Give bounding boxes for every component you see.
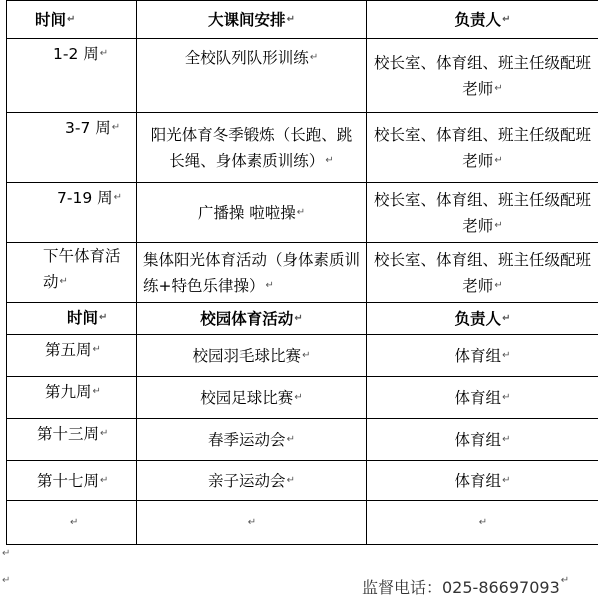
cell-owner: 校长室、体育组、班主任级配班老师↵: [367, 39, 598, 113]
cell-activity: 广播操 啦啦操↵: [137, 183, 367, 243]
cell-time: 下午体育活动↵: [7, 243, 137, 303]
table-row: [7, 183, 598, 243]
cell-time: 7-19 周↵: [7, 183, 137, 243]
header-time: 时间↵: [7, 303, 137, 335]
cell-owner: 体育组↵: [367, 377, 598, 419]
cell-empty: ↵: [367, 501, 598, 545]
table-header-row: [7, 303, 598, 335]
cell-activity: 校园羽毛球比赛↵: [137, 335, 367, 377]
cell-activity: 阳光体育冬季锻炼（长跑、跳长绳、身体素质训练）↵: [137, 113, 367, 183]
table-row: [7, 243, 598, 303]
paragraph-mark: ↵: [2, 575, 11, 586]
cell-time: 第九周↵: [7, 377, 137, 419]
header-owner: 负责人↵: [367, 303, 598, 335]
cell-activity: 全校队列队形训练↵: [137, 39, 367, 113]
table-row: [7, 461, 598, 501]
schedule-table: [6, 0, 598, 545]
cell-owner: 校长室、体育组、班主任级配班老师↵: [367, 113, 598, 183]
table-header-row: [7, 1, 598, 39]
supervision-phone: 监督电话：025-86697093↵: [362, 575, 570, 597]
cell-owner: 体育组↵: [367, 335, 598, 377]
cell-time: 第五周↵: [7, 335, 137, 377]
cell-time: 1-2 周↵: [7, 39, 137, 113]
header-arrangement: 大课间安排↵: [137, 1, 367, 39]
cell-empty: ↵: [7, 501, 137, 545]
table-row: [7, 39, 598, 113]
table-row: [7, 113, 598, 183]
cell-activity: 春季运动会↵: [137, 419, 367, 461]
header-time: 时间↵: [7, 1, 137, 39]
table-row-empty: [7, 501, 598, 545]
table-row: [7, 377, 598, 419]
cell-time: 第十七周↵: [7, 461, 137, 501]
paragraph-mark: ↵: [2, 548, 11, 559]
header-activity: 校园体育活动↵: [137, 303, 367, 335]
cell-time: 第十三周↵: [7, 419, 137, 461]
cell-owner: 体育组↵: [367, 419, 598, 461]
header-owner: 负责人↵: [367, 1, 598, 39]
cell-activity: 校园足球比赛↵: [137, 377, 367, 419]
cell-owner: 体育组↵: [367, 461, 598, 501]
cell-activity: 集体阳光体育活动（身体素质训练+特色乐律操）↵: [137, 243, 367, 303]
cell-owner: 校长室、体育组、班主任级配班老师↵: [367, 183, 598, 243]
cell-empty: ↵: [137, 501, 367, 545]
table-row: [7, 335, 598, 377]
cell-activity: 亲子运动会↵: [137, 461, 367, 501]
table-row: [7, 419, 598, 461]
cell-owner: 校长室、体育组、班主任级配班老师↵: [367, 243, 598, 303]
cell-time: 3-7 周↵: [7, 113, 137, 183]
